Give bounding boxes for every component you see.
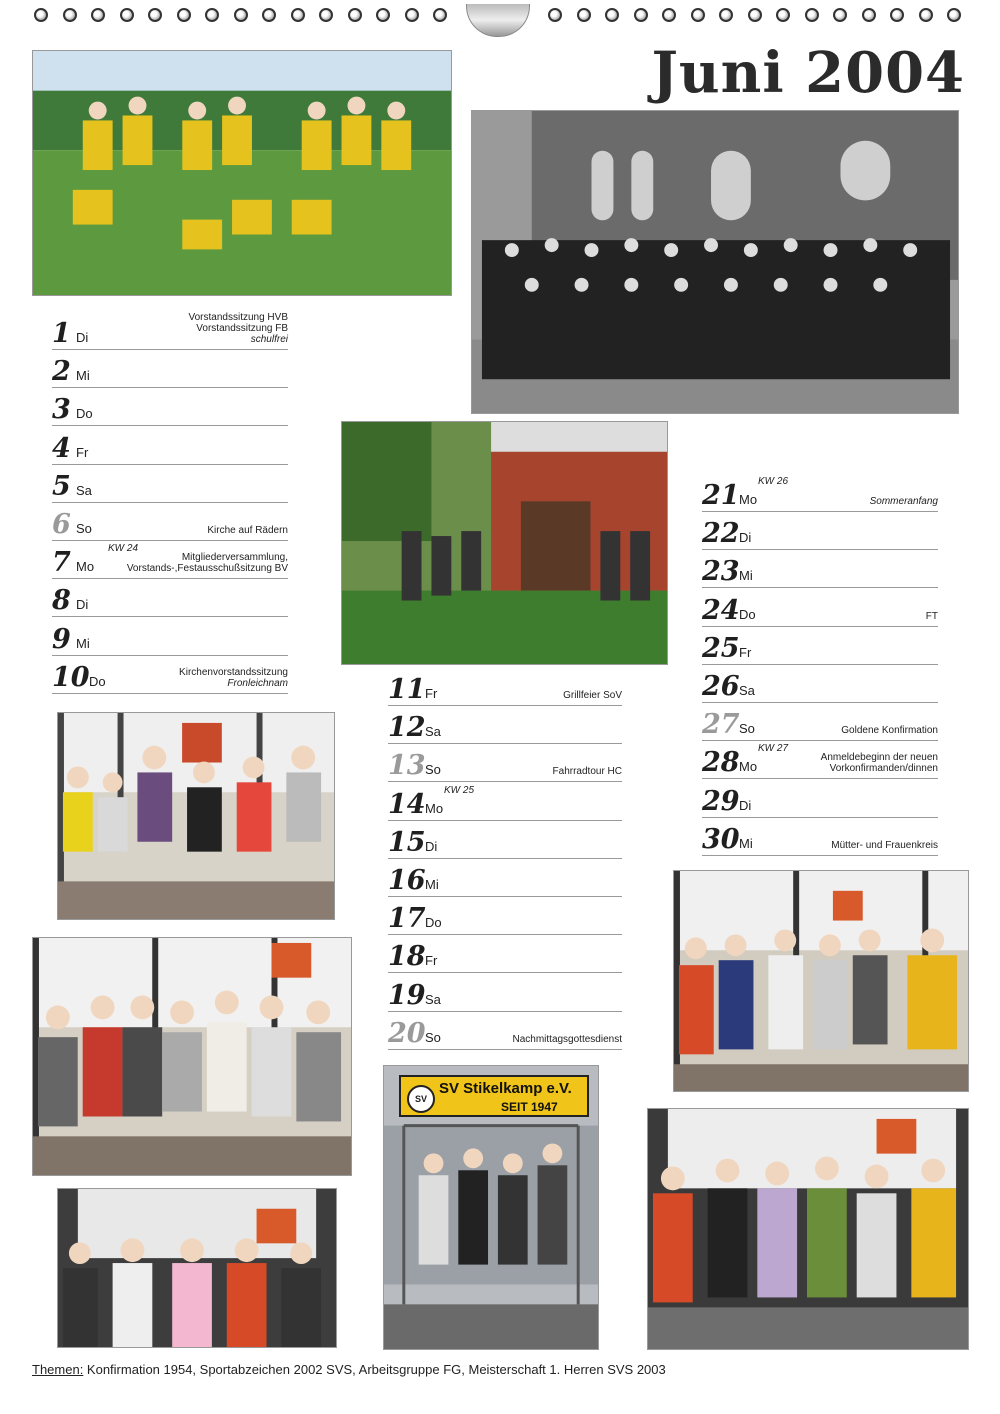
calendar-week-label: KW 27 (758, 743, 789, 755)
themes-label: Themen: (32, 1362, 84, 1377)
day-number: 4 (52, 432, 71, 464)
event-text: Vorstands-,Festausschußsitzung BV (126, 563, 288, 575)
day-number: 8 (52, 585, 71, 617)
weekday-label: Di (739, 797, 752, 813)
day-row (52, 465, 288, 503)
weekday-label: So (425, 1029, 441, 1045)
day-number: 3 (52, 394, 71, 426)
event-text: Goldene Konfirmation (841, 725, 938, 737)
day-number: 14 (388, 788, 426, 820)
binder-ring (177, 8, 191, 22)
day-events (179, 667, 288, 689)
binder-ring (348, 8, 362, 22)
weekday-label: Do (739, 606, 756, 622)
photo-kids-5 (647, 1108, 969, 1350)
day-events (841, 725, 938, 736)
weekday-label: Mo (425, 800, 444, 816)
photo-kids-3 (57, 1188, 337, 1348)
club-banner (399, 1075, 589, 1117)
day-number: 24 (702, 594, 740, 626)
binder-ring (605, 8, 619, 22)
day-number: 5 (52, 470, 71, 502)
weekday-label: Mi (425, 877, 439, 892)
weekday-label: Do (76, 406, 93, 422)
binder-ring (319, 8, 333, 22)
event-text: FT (925, 610, 938, 622)
weekday-label: Di (76, 597, 89, 613)
day-number: 17 (388, 903, 426, 935)
photo-kids-2 (32, 937, 352, 1176)
weekday-label: Mi (76, 368, 90, 384)
binder-ring (805, 8, 819, 22)
event-text: Grillfeier SoV (563, 690, 622, 701)
day-number: 7 (52, 547, 71, 579)
day-row (702, 512, 938, 550)
binder-ring (634, 8, 648, 22)
event-text: Kirche auf Rädern (207, 525, 288, 536)
event-text: Nachmittagsgottesdienst (512, 1033, 622, 1045)
day-row (702, 780, 938, 818)
day-row (388, 783, 622, 821)
weekday-label: So (76, 521, 92, 536)
binder-ring (205, 8, 219, 22)
weekday-label: Mo (739, 492, 758, 507)
binder-ring (148, 8, 162, 22)
day-number: 21 (702, 480, 740, 511)
calendar-week-label: KW 26 (758, 476, 789, 487)
day-row (702, 665, 938, 703)
day-number: 29 (702, 785, 740, 817)
day-number: 13 (388, 750, 426, 782)
weekday-label: Fr (425, 686, 438, 701)
club-logo: SV (407, 1085, 435, 1113)
photo-kids-4 (673, 870, 969, 1092)
binder-ring (890, 8, 904, 22)
day-number: 6 (52, 509, 71, 540)
calendar-week-label: KW 24 (108, 543, 139, 555)
weekday-label: Sa (76, 482, 92, 498)
day-row (702, 627, 938, 665)
weekday-label: Di (76, 330, 89, 345)
day-events (553, 766, 622, 777)
binder-ring (833, 8, 847, 22)
binder-ring (577, 8, 591, 22)
day-events (207, 525, 288, 536)
day-events (563, 690, 622, 701)
day-row (388, 668, 622, 706)
day-row (388, 821, 622, 859)
day-number: 25 (702, 632, 740, 664)
binder-ring (291, 8, 305, 22)
day-number: 11 (388, 674, 426, 705)
event-text: Mitgliederversammlung, (181, 552, 288, 564)
event-text: Mütter- und Frauenkreis (831, 839, 938, 851)
day-row (702, 703, 938, 741)
weekday-label: Sa (425, 724, 441, 740)
weekday-label: Do (89, 673, 106, 689)
binder-ring (748, 8, 762, 22)
day-events (189, 312, 289, 345)
day-row (388, 935, 622, 973)
weekday-label: Do (425, 915, 442, 931)
binder-ring (919, 8, 933, 22)
day-events (831, 840, 938, 851)
event-text: Fahrradtour HC (552, 766, 622, 778)
weekday-label: Fr (76, 444, 89, 460)
day-row (52, 388, 288, 426)
day-row (388, 897, 622, 935)
weekday-label: Fr (739, 644, 752, 660)
day-row (702, 741, 938, 779)
day-number: 26 (702, 671, 740, 702)
weekday-label: So (739, 721, 755, 737)
binder-ring (433, 8, 447, 22)
day-events (821, 752, 938, 774)
page-title: Juni 2004 (651, 40, 965, 106)
binder-ring (719, 8, 733, 22)
photo-kids-1 (57, 712, 335, 920)
binder-ring (262, 8, 276, 22)
day-events (926, 611, 938, 622)
binder-ring (662, 8, 676, 22)
event-note: schulfrei (250, 334, 288, 345)
day-row (702, 474, 938, 512)
day-number: 30 (702, 823, 740, 855)
club-since: SEIT 1947 (501, 1100, 558, 1114)
weekday-label: Mo (739, 759, 758, 775)
event-text: Anmeldebeginn der neuen (820, 752, 938, 764)
day-number: 10 (52, 661, 90, 693)
binder-ring (691, 8, 705, 22)
day-number: 19 (388, 979, 426, 1011)
club-name: SV Stikelkamp e.V. (439, 1080, 572, 1097)
binder-ring (405, 8, 419, 22)
event-text: Vorstandssitzung FB (196, 323, 288, 334)
day-row (52, 541, 288, 579)
binder-ring (120, 8, 134, 22)
event-text: Kirchenvorstandssitzung (179, 666, 288, 678)
day-number: 18 (388, 941, 426, 973)
day-number: 28 (702, 747, 740, 779)
binder-ring (862, 8, 876, 22)
day-number: 16 (388, 865, 426, 896)
day-events (127, 552, 288, 574)
themes-text: Konfirmation 1954, Sportabzeichen 2002 SVS, Arbeitsgruppe FG, Meisterschaft 1. Herren SVS 2003 (83, 1362, 666, 1377)
day-row (52, 350, 288, 388)
day-row (388, 974, 622, 1012)
day-events (870, 496, 938, 507)
photo-working-group (341, 421, 668, 665)
day-number: 9 (52, 623, 71, 655)
event-text: Vorstandssitzung HVB (188, 312, 288, 323)
weekday-label: Fr (425, 953, 438, 969)
binder-ring (548, 8, 562, 22)
day-row (52, 618, 288, 656)
weekday-label: Sa (739, 683, 755, 698)
photo-confirmation-1954 (471, 110, 959, 414)
weekday-label: Di (425, 838, 438, 854)
weekday-label: Mi (739, 835, 753, 851)
day-number: 2 (52, 356, 71, 388)
themes-footer (32, 1362, 666, 1377)
weekday-label: Mi (76, 635, 90, 651)
binder-ring (63, 8, 77, 22)
day-number: 23 (702, 556, 740, 588)
day-row (702, 550, 938, 588)
binder-ring (34, 8, 48, 22)
binder-ring (91, 8, 105, 22)
calendar-hanger (466, 4, 530, 37)
photo-football-team (32, 50, 452, 296)
day-row (52, 579, 288, 617)
binder-ring (776, 8, 790, 22)
day-row (388, 1012, 622, 1050)
weekday-label: Mo (76, 559, 95, 575)
day-number: 20 (388, 1017, 426, 1049)
day-number: 27 (702, 709, 740, 741)
day-row (388, 706, 622, 744)
binder-ring (947, 8, 961, 22)
day-row (52, 656, 288, 694)
day-row (702, 589, 938, 627)
event-text: Vorkonfirmanden/dinnen (829, 763, 938, 775)
binder-ring (234, 8, 248, 22)
day-number: 12 (388, 712, 426, 744)
day-number: 22 (702, 518, 740, 550)
event-note: Sommeranfang (869, 496, 938, 507)
weekday-label: So (425, 762, 441, 778)
weekday-label: Sa (425, 991, 441, 1007)
calendar-week-label: KW 25 (444, 784, 475, 796)
weekday-label: Mi (739, 568, 753, 584)
day-row (52, 312, 288, 350)
day-row (702, 818, 938, 856)
day-events (512, 1034, 622, 1045)
day-row (388, 859, 622, 897)
day-row (388, 744, 622, 782)
event-note: Fronleichnam (227, 677, 288, 689)
binder-ring (376, 8, 390, 22)
day-row (52, 427, 288, 465)
day-number: 1 (52, 318, 71, 349)
day-number: 15 (388, 826, 426, 858)
weekday-label: Di (739, 530, 752, 546)
day-row (52, 503, 288, 541)
